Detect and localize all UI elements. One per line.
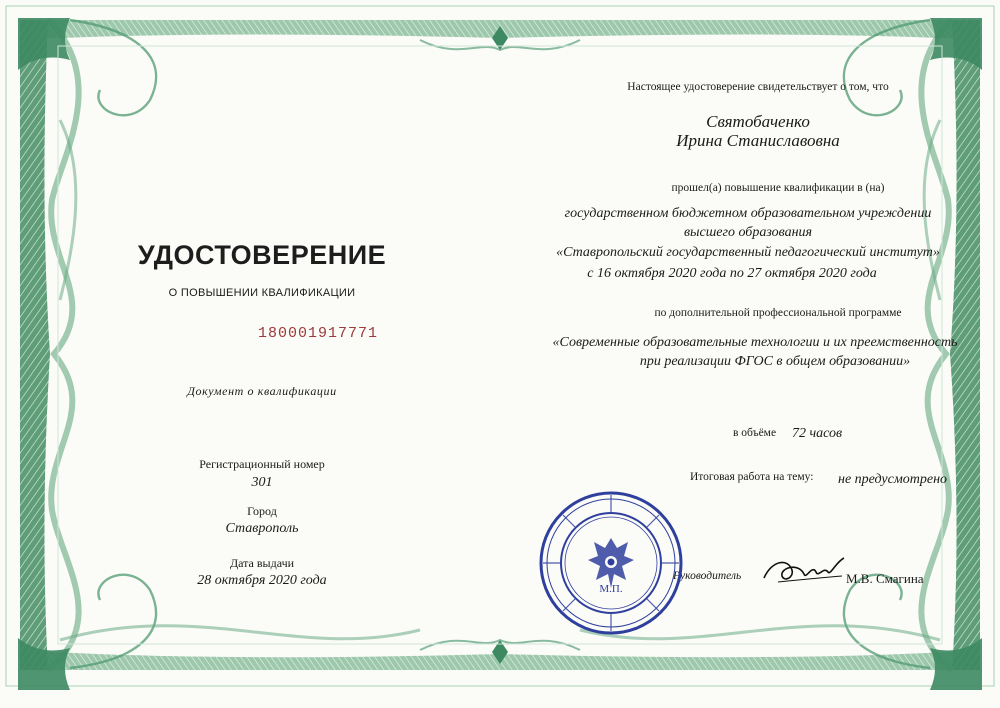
document-type: Документ о квалификации: [187, 384, 337, 398]
volume-label: в объёме: [733, 427, 777, 439]
program-line-1: «Современные образовательные технологии и их преемственность: [552, 335, 958, 350]
certificate-title: УДОСТОВЕРЕНИЕ: [137, 240, 387, 270]
certificate-subtitle: О ПОВЫШЕНИИ КВАЛИФИКАЦИИ: [168, 287, 356, 299]
program-label: по дополнительной профессиональной программе: [654, 307, 902, 319]
signer-name: М.В. Смагина: [846, 571, 924, 586]
city-value: Ставрополь: [225, 521, 299, 536]
completed-text: прошел(а) повышение квалификации в (на): [671, 182, 885, 194]
registration-label: Регистрационный номер: [199, 457, 325, 471]
final-work-label: Итоговая работа на тему:: [690, 471, 814, 483]
recipient-given-names: Ирина Станиславовна: [676, 131, 840, 150]
certificate-number: 180001917771: [258, 325, 379, 342]
institution-line-2: высшего образования: [683, 225, 813, 240]
registration-number: 301: [251, 475, 273, 490]
intro-text: Настоящее удостоверение свидетельствует о том, что: [627, 81, 889, 93]
city-label: Город: [247, 504, 277, 518]
volume-value: 72 часов: [792, 426, 843, 441]
program-line-2: при реализации ФГОС в общем образовании»: [639, 354, 911, 369]
issue-date-label: Дата выдачи: [229, 556, 295, 570]
institution-line-1: государственном бюджетном образовательном учреждении: [564, 206, 932, 221]
seal-mp-label: М.П.: [599, 583, 623, 595]
issue-date-value: 28 октября 2020 года: [197, 573, 327, 588]
official-seal-icon: [538, 490, 684, 636]
recipient-surname: Святобаченко: [706, 112, 810, 131]
course-period: с 16 октября 2020 года по 27 октября 2020 года: [587, 266, 877, 281]
institution-line-3: «Ставропольский государственный педагогический институт»: [556, 245, 940, 260]
signature-icon: [758, 552, 848, 592]
final-work-value: не предусмотрено: [838, 472, 948, 487]
signer-role: Руководитель: [673, 570, 742, 582]
